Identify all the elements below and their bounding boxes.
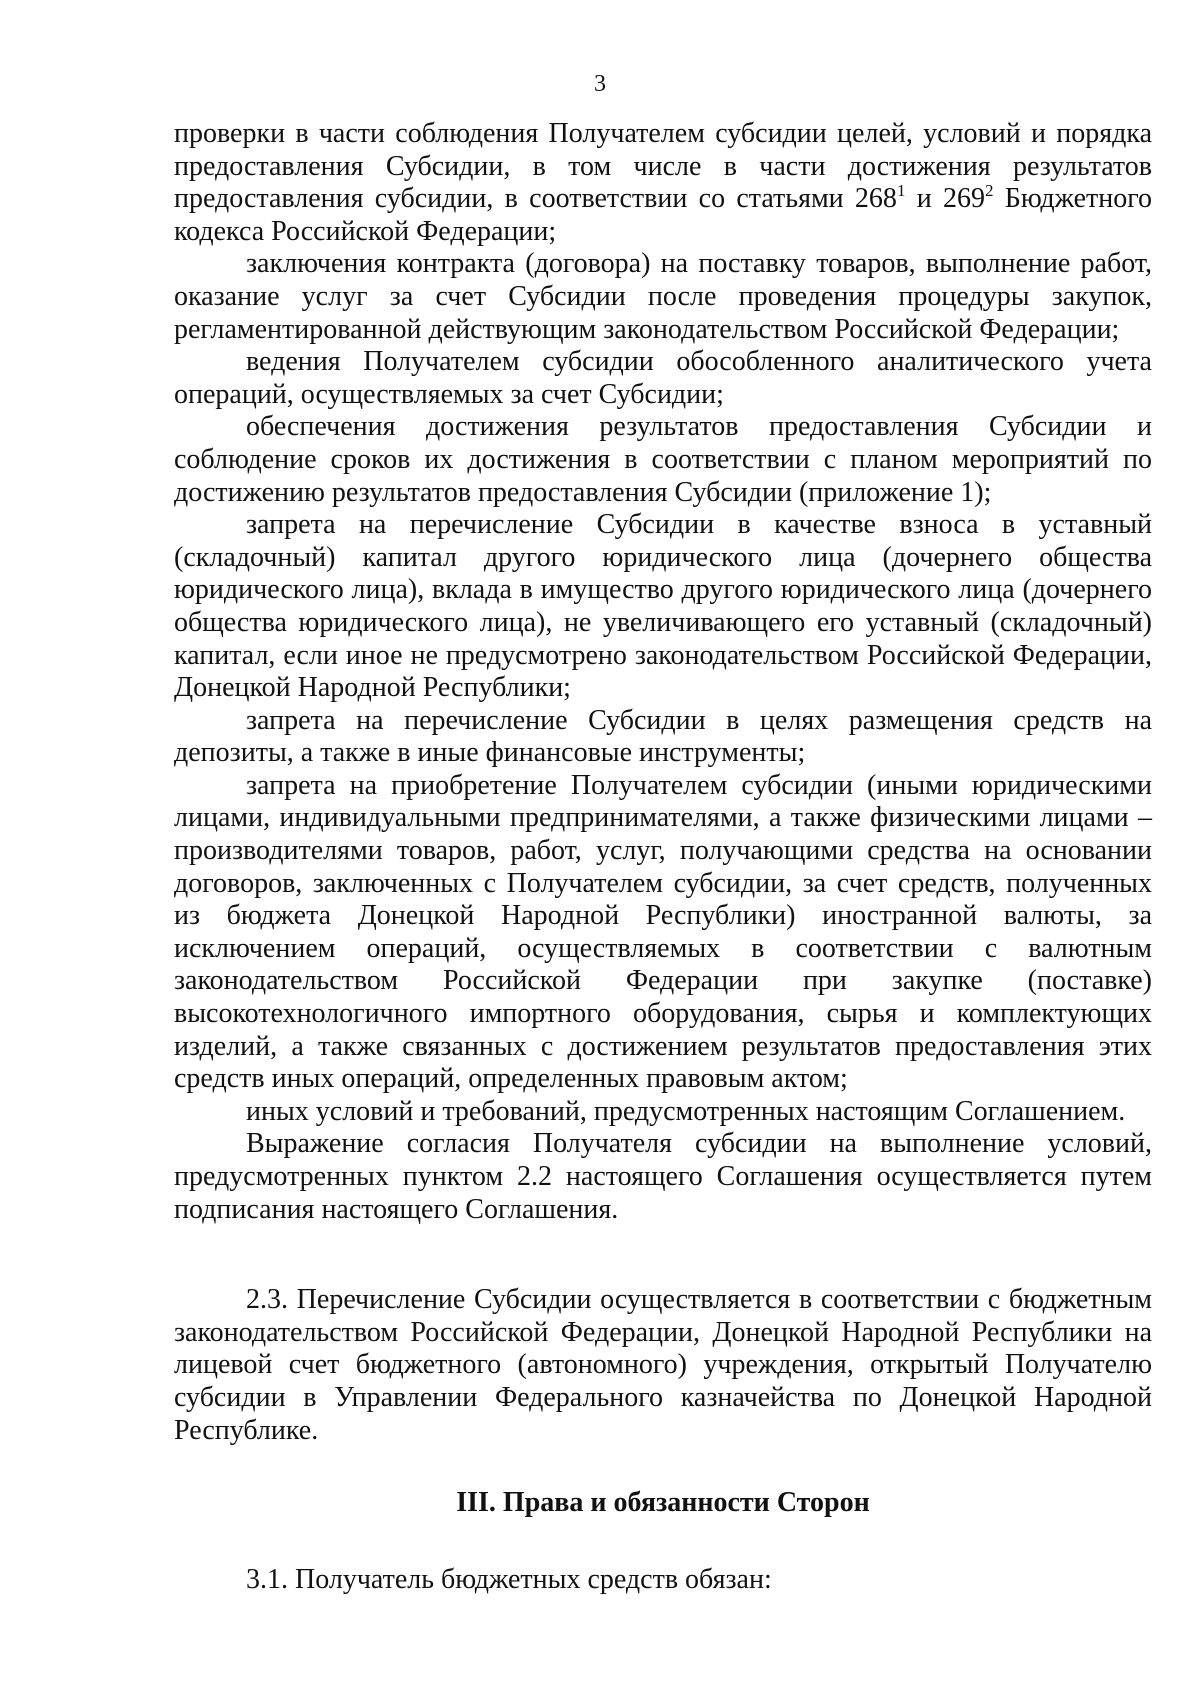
- paragraph-text: Бюджетного кодекса Российской Федерации;: [174, 183, 1152, 247]
- spacer: [174, 1447, 1152, 1487]
- paragraph-contract: заключения контракта (договора) на поставку товаров, выполнение работ, оказание услуг за счет Субсидии после проведения процедуры закупок, регламентированной действующим законодательством Российской Федерации;: [174, 248, 1152, 345]
- paragraph-audit-conditions: [174, 118, 1152, 248]
- paragraph-capital-ban: запрета на перечисление Субсидии в качестве взноса в уставный (складочный) капитал другого юридического лица (дочернего общества юридического лица), вклада в имущество другого юридического лица (дочернего общества юридического лица), не увеличивающего его уставный (складочный) капитал, если иное не предусмотрено законодательством Российской Федерации, Донецкой Народной Республики;: [174, 509, 1152, 704]
- document-body: [174, 118, 1152, 1596]
- paragraph-other-conditions: иных условий и требований, предусмотренных настоящим Соглашением.: [246, 1095, 1126, 1127]
- page-number: 3: [594, 71, 606, 97]
- paragraph-currency-ban: запрета на приобретение Получателем субсидии (иными юридическими лицами, индивидуальными предпринимателями, а также физическими лицами – производителями товаров, работ, услуг, получающими средства на основании договоров, заключенных с Получателем субсидии, за счет средств, полученных из бюджета Донецкой Народной Республики) иностранной валюты, за исключением операций, осуществляемых в соответствии с валютным законодательством Российской Федерации при закупке (поставке) высокотехнологичного импортного оборудования, сырья и комплектующих изделий, а также связанных с достижением результатов предоставления этих средств иных операций, определенных правовым актом;: [174, 769, 1152, 1095]
- paragraph-consent: Выражение согласия Получателя субсидии на выполнение условий, предусмотренных пунктом 2.2 настоящего Соглашения осуществляется путем подписания настоящего Соглашения.: [174, 1128, 1152, 1225]
- paragraph-deposit-ban: запрета на перечисление Субсидии в целях размещения средств на депозиты, а также в иные финансовые инструменты;: [174, 704, 1152, 769]
- superscript-2: 2: [984, 181, 994, 201]
- paragraph-results: обеспечения достижения результатов предоставления Субсидии и соблюдение сроков их достижения в соответствии с планом мероприятий по достижению результатов предоставления Субсидии (приложение 1);: [174, 411, 1152, 508]
- section-heading: III. Права и обязанности Сторон: [456, 1487, 870, 1519]
- clause-2-3: 2.3. Перечисление Субсидии осуществляется в соответствии с бюджетным законодательством Российской Федерации, Донецкой Народной Республики на лицевой счет бюджетного (автономного) учреждения, открытый Получателю субсидии в Управлении Федерального казначейства по Донецкой Народной Республике.: [174, 1284, 1152, 1446]
- spacer: [174, 1226, 1152, 1284]
- paragraph-text: и 269: [905, 183, 985, 215]
- spacer: [174, 1520, 1152, 1564]
- superscript-1: 1: [896, 181, 906, 201]
- paragraph-text: проверки в части соблюдения Получателем субсидии целей, условий и порядка предоставления Субсидии, в том числе в части достижения результатов предоставления субсидии, в соответствии со статьями 268: [174, 118, 1152, 215]
- paragraph-accounting: ведения Получателем субсидии обособленного аналитического учета операций, осуществляемых за счет Субсидии;: [174, 346, 1152, 410]
- clause-3-1: 3.1. Получатель бюджетных средств обязан:: [246, 1563, 772, 1595]
